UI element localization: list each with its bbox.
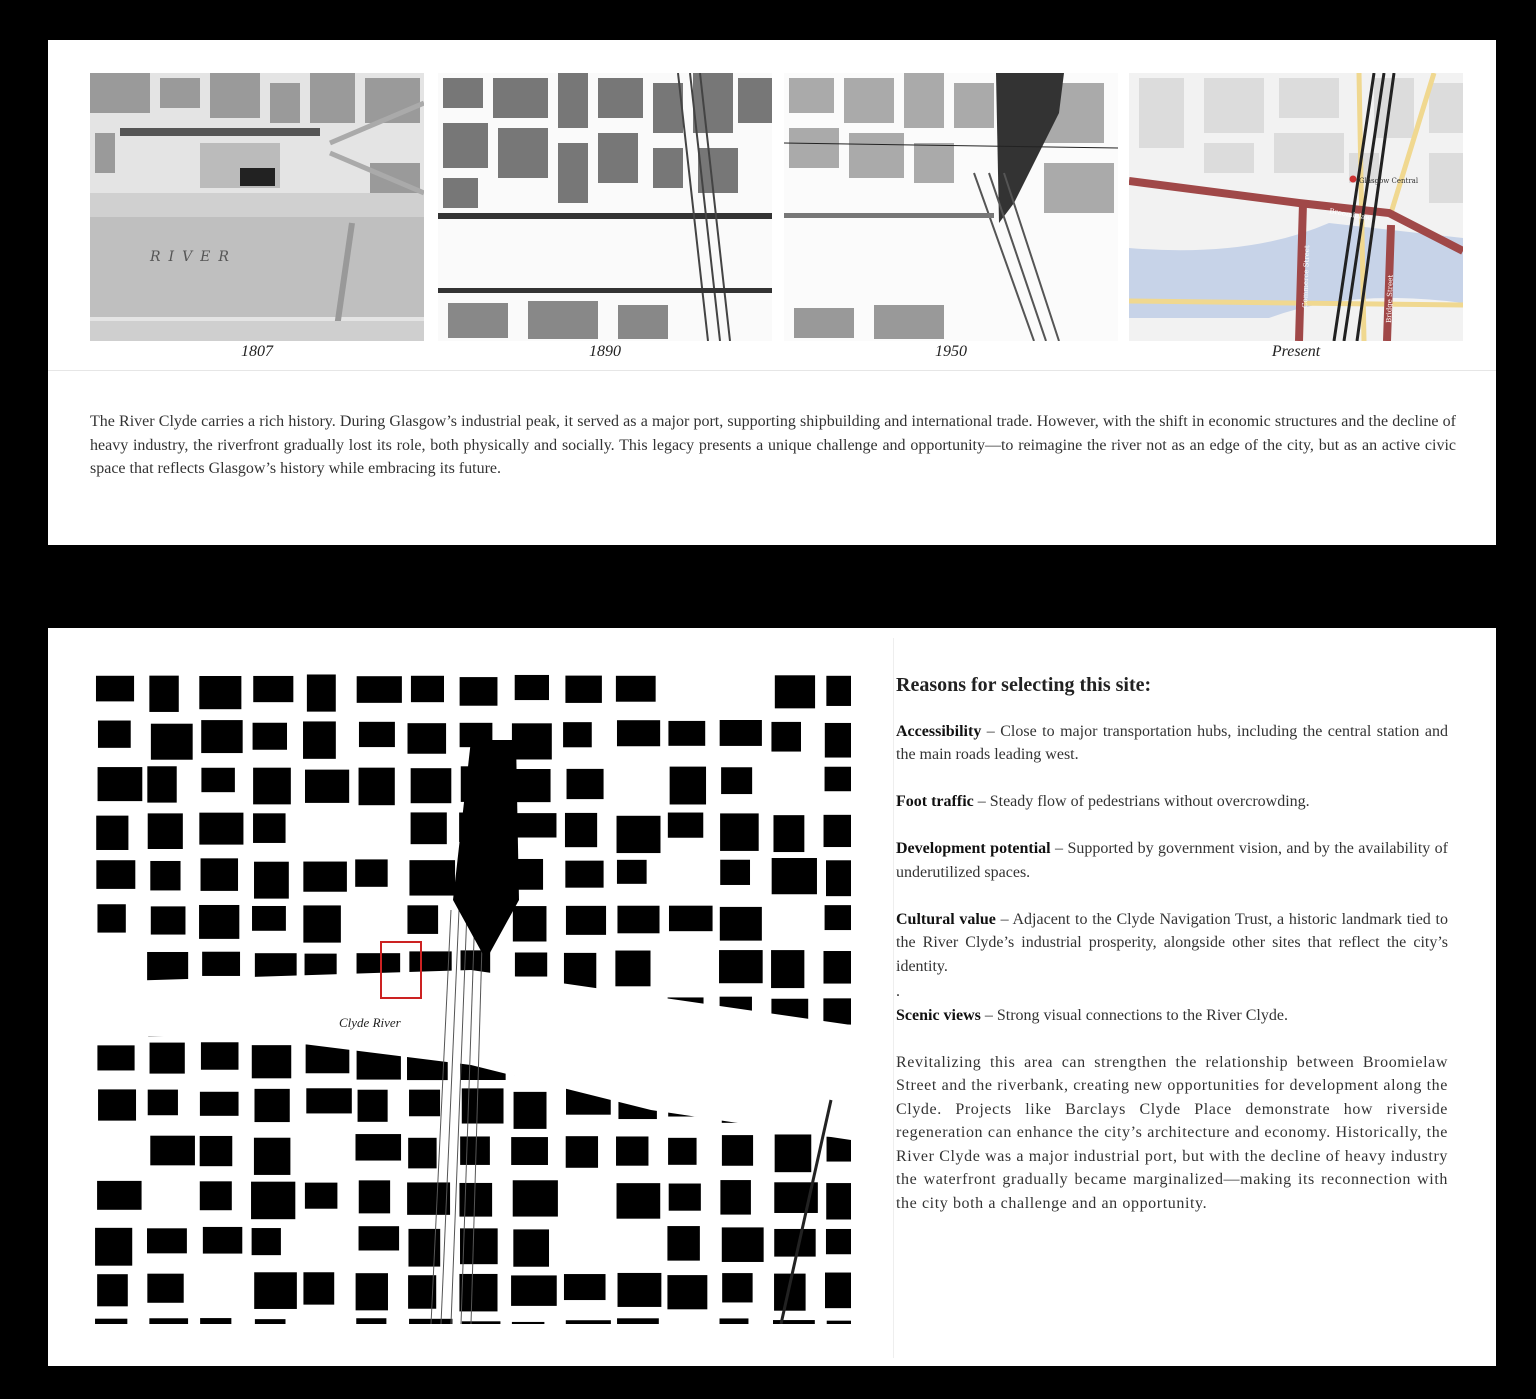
building-block: [200, 1181, 232, 1210]
building-block: [359, 1180, 390, 1213]
reason-text: – Steady flow of pedestrians without overcrowding.: [973, 793, 1310, 810]
building-block: [824, 815, 851, 847]
building-block: [255, 1319, 286, 1324]
historic-map-1807: [90, 73, 424, 341]
building-block: [515, 952, 547, 976]
building-block: [201, 720, 242, 753]
reason-text: – Close to major transportation hubs, including the central station and the main roads leading west.: [896, 722, 1448, 763]
building-block: [616, 676, 656, 702]
building-block: [97, 904, 125, 932]
building-block: [826, 1183, 851, 1219]
building-block: [618, 1273, 662, 1307]
building-block: [617, 906, 659, 934]
building-block: [670, 767, 706, 805]
modern-street-map: [1129, 73, 1463, 341]
building-block: [668, 1138, 696, 1165]
label-glasgow-central: Glasgow Central: [1359, 177, 1419, 185]
building-block: [95, 1228, 132, 1266]
closing-paragraph: Revitalizing this area can strengthen the relationship between Broomielaw Street and the riverbank, creating new opportunities for development along the Clyde. Projects like Barclays Clyde Place demonstrate how riverside regeneration can enhance the city’s architecture and economy. Historically, the River Clyde was a major industrial port, but with the decline of heavy industry the waterfront gradually became marginalized—making its reconnection with the city both a challenge and an opportunity.: [896, 1053, 1448, 1212]
building-block: [200, 1136, 233, 1166]
reason-title: Accessibility: [896, 722, 982, 740]
building-block: [356, 1273, 388, 1310]
caption-present: Present: [1271, 343, 1321, 360]
building-block: [460, 677, 498, 706]
building-block: [459, 1274, 497, 1311]
caption-1950: 1950: [935, 343, 967, 360]
reason-title: Cultural value: [896, 910, 996, 928]
building-block: [511, 1275, 557, 1305]
caption-1890: 1890: [589, 343, 621, 360]
clyde-river-label: Clyde River: [339, 1015, 401, 1030]
building-block: [306, 1088, 352, 1113]
building-block: [667, 1275, 707, 1309]
building-block: [147, 952, 188, 980]
building-block: [200, 1318, 231, 1324]
building-block: [513, 1180, 558, 1216]
building-block: [720, 1180, 751, 1215]
building-block: [411, 812, 447, 844]
building-block: [253, 676, 293, 702]
building-block: [252, 1045, 291, 1078]
building-block: [254, 1138, 290, 1175]
building-block: [668, 813, 703, 838]
building-block: [359, 722, 395, 747]
map-1807-label: RIVER: [150, 249, 237, 265]
building-block: [97, 1274, 128, 1306]
building-block: [97, 1045, 134, 1070]
building-block: [512, 1322, 544, 1324]
building-block: [825, 1273, 851, 1309]
label-bridge-street: Bridge Street: [1385, 274, 1395, 324]
building-block: [147, 766, 176, 802]
building-block: [199, 905, 239, 939]
building-block: [202, 952, 240, 976]
building-block: [199, 676, 241, 709]
building-block: [96, 676, 134, 702]
building-block: [722, 1227, 764, 1262]
building-block: [151, 906, 186, 934]
building-block: [95, 1319, 127, 1324]
reason-accessibility: [896, 720, 1448, 767]
building-block: [513, 906, 547, 941]
building-block: [720, 1318, 749, 1324]
building-block: [407, 905, 438, 934]
building-block: [668, 721, 705, 746]
reason-title: Development potential: [896, 840, 1051, 857]
building-block: [96, 860, 135, 889]
building-block: [409, 860, 455, 895]
building-block: [355, 859, 387, 886]
site-figure-ground-map: [91, 670, 851, 1324]
building-block: [150, 1043, 185, 1074]
building-block: [826, 1229, 851, 1254]
building-block: [409, 1090, 440, 1117]
building-block: [774, 1229, 815, 1257]
building-block: [719, 950, 763, 983]
building-block: [827, 1321, 851, 1324]
building-block: [722, 1135, 753, 1166]
building-block: [253, 813, 286, 843]
building-block: [150, 861, 180, 890]
building-block: [617, 816, 661, 853]
building-block: [825, 905, 851, 930]
label-broomielaw: Broomielaw: [1328, 207, 1372, 223]
building-block: [147, 1274, 183, 1303]
building-block: [515, 675, 549, 700]
building-block: [96, 816, 128, 850]
building-block: [254, 1089, 289, 1122]
building-block: [775, 1134, 812, 1172]
building-block: [305, 1183, 337, 1209]
building-block: [254, 1272, 297, 1309]
building-block: [305, 770, 349, 803]
site-selection-panel: [48, 628, 1496, 1366]
building-block: [616, 1136, 648, 1165]
building-block: [148, 1090, 178, 1116]
building-block: [359, 1226, 400, 1250]
column-divider: [893, 638, 894, 1358]
building-block: [773, 1320, 815, 1324]
building-block: [147, 1228, 187, 1253]
reason-text: – Strong visual connections to the River Clyde.: [980, 1006, 1288, 1024]
building-block: [460, 1228, 498, 1264]
building-block: [149, 1318, 188, 1324]
building-block: [98, 1089, 136, 1120]
building-block: [303, 1272, 334, 1304]
section-divider: [48, 370, 1496, 371]
building-block: [823, 998, 851, 1024]
building-block: [771, 950, 804, 988]
building-block: [358, 1090, 388, 1122]
label-commerce-street: Commerce Street: [1301, 245, 1312, 309]
building-block: [201, 858, 238, 891]
reason-scenic-views: [896, 1004, 1448, 1028]
building-block: [203, 1227, 242, 1254]
reason-development-potential: [896, 837, 1448, 884]
reason-text: – Adjacent to the Clyde Navigation Trust, a historic landmark tied to the River Clyde’s industrial prosperity, alongside other sites that reflect the city’s identity.: [896, 910, 1448, 975]
history-paragraph: The River Clyde carries a rich history. During Glasgow’s industrial peak, it served as a major port, supporting shipbuilding and international trade. However, with the shift in economic structures and the decline of heavy industry, the riverfront gradually lost its role, both physically and socially. This legacy presents a unique challenge and opportunity—to reimagine the river not as an edge of the city, but as an active civic space that reflects Glasgow’s history while embracing its future.: [90, 413, 1456, 477]
building-block: [565, 813, 597, 847]
building-block: [411, 768, 452, 803]
building-block: [255, 953, 297, 978]
building-block: [721, 767, 752, 794]
building-block: [563, 722, 592, 747]
building-block: [201, 768, 234, 792]
building-block: [252, 1228, 281, 1255]
building-block: [667, 1226, 699, 1261]
building-block: [565, 676, 601, 703]
building-block: [567, 769, 604, 799]
reasons-heading: Reasons for selecting this site:: [896, 674, 1152, 696]
building-block: [252, 906, 286, 931]
building-block: [513, 813, 556, 837]
building-block: [411, 676, 444, 702]
building-block: [720, 860, 750, 885]
building-block: [357, 676, 402, 703]
historic-map-1890: [438, 73, 772, 341]
building-block: [408, 1138, 436, 1169]
building-block: [513, 1229, 549, 1266]
building-block: [566, 906, 606, 935]
building-block: [617, 860, 647, 884]
building-block: [669, 1184, 701, 1211]
reason-cultural-value: [896, 908, 1448, 979]
building-block: [408, 723, 447, 754]
building-block: [511, 1137, 548, 1165]
reason-title: Foot traffic: [896, 793, 974, 810]
building-block: [775, 675, 815, 708]
stray-dot: .: [896, 982, 900, 1000]
building-block: [253, 768, 291, 805]
building-block: [772, 858, 817, 894]
building-block: [564, 1274, 606, 1300]
building-block: [98, 767, 143, 801]
building-block: [773, 815, 804, 852]
building-block: [462, 1321, 501, 1324]
building-block: [565, 861, 603, 888]
building-block: [825, 767, 851, 791]
reason-foot-traffic: [896, 790, 1448, 814]
building-block: [826, 676, 851, 706]
building-block: [512, 723, 552, 759]
building-block: [149, 676, 178, 712]
building-block: [617, 720, 660, 746]
building-block: [307, 674, 336, 711]
building-block: [407, 1182, 450, 1214]
building-block: [615, 951, 650, 987]
building-block: [827, 1137, 851, 1162]
historic-map-1950: [784, 73, 1118, 341]
building-block: [460, 1136, 490, 1164]
building-block: [303, 905, 341, 942]
reason-title: Scenic views: [896, 1006, 981, 1024]
building-block: [200, 1092, 239, 1116]
building-block: [566, 1320, 611, 1324]
building-block: [720, 907, 762, 941]
building-block: [253, 723, 287, 750]
building-block: [617, 1318, 659, 1324]
building-block: [513, 769, 551, 802]
building-block: [251, 1182, 295, 1220]
building-block: [97, 1181, 141, 1210]
building-block: [617, 1183, 661, 1219]
building-block: [356, 1318, 386, 1324]
building-block: [199, 813, 243, 845]
building-block: [148, 813, 183, 849]
building-block: [201, 1042, 239, 1069]
building-block: [720, 720, 762, 746]
reason-text: – Supported by government vision, and by the availability of underutilized spaces.: [896, 840, 1449, 881]
building-block: [722, 1273, 752, 1302]
building-block: [150, 1136, 195, 1166]
building-block: [303, 862, 347, 892]
building-block: [720, 813, 759, 851]
history-panel: [48, 40, 1496, 545]
reasons-column: [896, 674, 1448, 1239]
building-block: [825, 723, 851, 758]
building-block: [151, 724, 193, 760]
building-block: [355, 1134, 401, 1160]
building-block: [303, 721, 336, 758]
building-block: [669, 906, 713, 931]
building-block: [98, 721, 131, 748]
building-block: [359, 768, 395, 806]
building-block: [254, 862, 289, 899]
building-block: [771, 722, 801, 752]
building-block: [823, 951, 851, 984]
caption-1807: 1807: [241, 343, 273, 360]
building-block: [826, 860, 851, 896]
building-block: [514, 1092, 547, 1129]
building-block: [566, 1136, 598, 1168]
